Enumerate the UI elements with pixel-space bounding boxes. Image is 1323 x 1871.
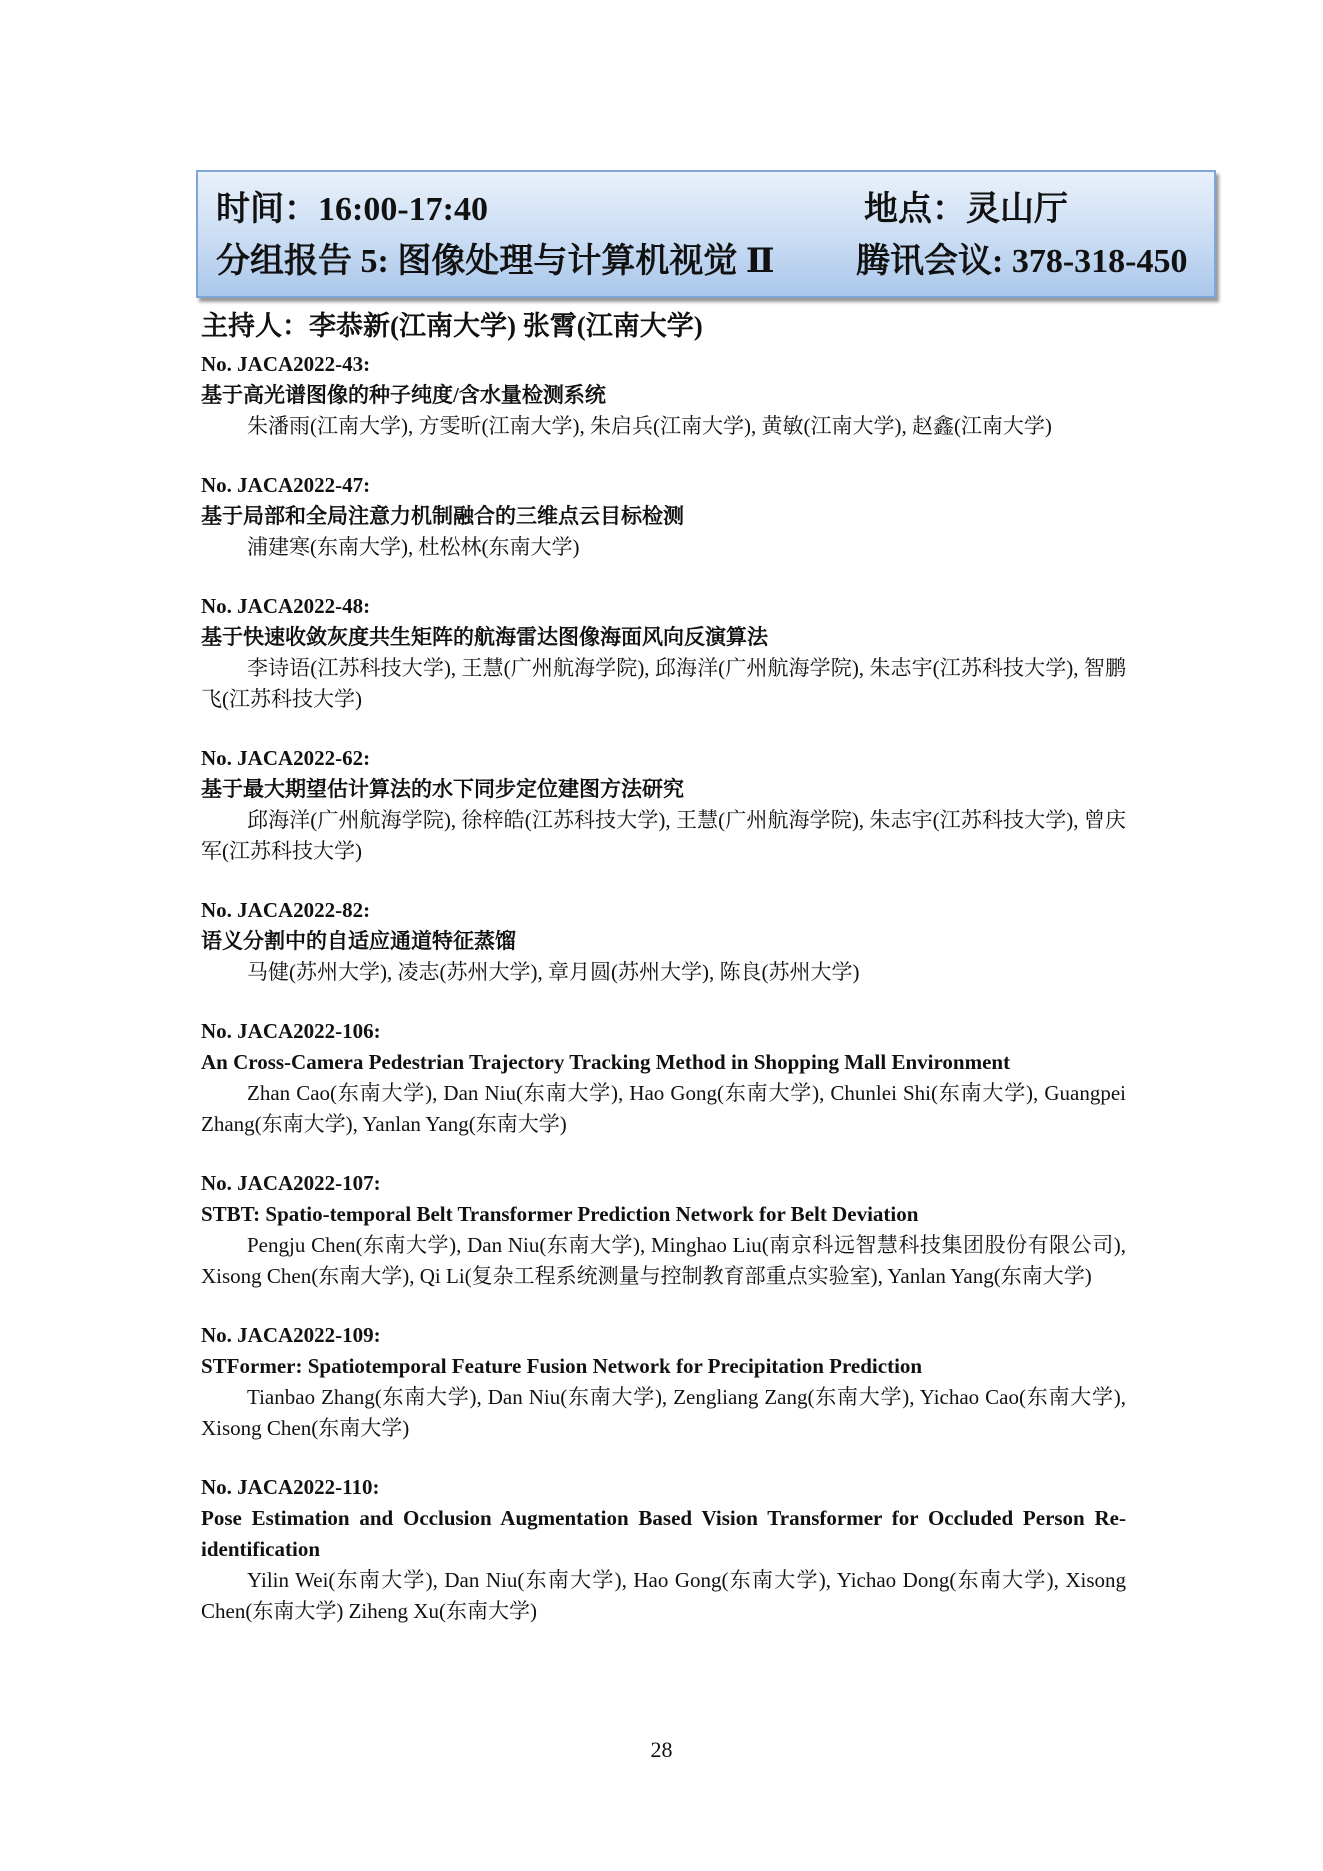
paper-authors: Tianbao Zhang(东南大学), Dan Niu(东南大学), Zengliang Zang(东南大学), Yichao Cao(东南大学), Xisong Chen(东南大学) [201, 1385, 1126, 1440]
paper-item [201, 349, 1126, 442]
paper-authors: Yilin Wei(东南大学), Dan Niu(东南大学), Hao Gong(东南大学), Yichao Dong(东南大学), Xisong Chen(东南大学) Ziheng Xu(东南大学) [201, 1568, 1126, 1623]
paper-number: No. JACA2022-106: [201, 1019, 381, 1043]
paper-title: Pose Estimation and Occlusion Augmentation Based Vision Transformer for Occluded Person Re-identification [201, 1506, 1126, 1561]
paper-item [201, 1168, 1126, 1292]
session-location: 地点：灵山厅 [864, 191, 1068, 228]
paper-title: STBT: Spatio-temporal Belt Transformer Prediction Network for Belt Deviation [201, 1202, 919, 1226]
session-header-box [196, 170, 1216, 298]
page-number: 28 [650, 1737, 673, 1762]
session-host: 主持人：李恭新(江南大学) 张霄(江南大学) [201, 311, 703, 341]
paper-item [201, 1320, 1126, 1444]
paper-item [201, 743, 1126, 867]
paper-number: No. JACA2022-43: [201, 352, 371, 376]
paper-number: No. JACA2022-109: [201, 1323, 381, 1347]
paper-list [201, 349, 1126, 1655]
session-title: 分组报告 5: 图像处理与计算机视觉 Ⅱ [216, 243, 775, 280]
paper-number: No. JACA2022-107: [201, 1171, 381, 1195]
paper-title: STFormer: Spatiotemporal Feature Fusion Network for Precipitation Prediction [201, 1354, 923, 1378]
header-line-session-meeting [216, 242, 1200, 282]
paper-authors: 李诗语(江苏科技大学), 王慧(广州航海学院), 邱海洋(广州航海学院), 朱志宇(江苏科技大学), 智鹏飞(江苏科技大学) [201, 656, 1126, 711]
paper-authors: 浦建寒(东南大学), 杜松林(东南大学) [247, 535, 580, 559]
paper-number: No. JACA2022-47: [201, 473, 371, 497]
paper-item [201, 1472, 1126, 1627]
paper-title: 基于最大期望估计算法的水下同步定位建图方法研究 [201, 777, 684, 801]
paper-number: No. JACA2022-62: [201, 746, 371, 770]
session-time: 时间：16:00-17:40 [216, 191, 488, 228]
paper-number: No. JACA2022-82: [201, 898, 371, 922]
paper-number: No. JACA2022-48: [201, 594, 371, 618]
paper-title: An Cross-Camera Pedestrian Trajectory Tracking Method in Shopping Mall Environment [201, 1050, 1011, 1074]
paper-item [201, 591, 1126, 715]
paper-title: 基于高光谱图像的种子纯度/含水量检测系统 [201, 383, 606, 407]
paper-title: 语义分割中的自适应通道特征蒸馏 [201, 929, 516, 953]
paper-authors: 邱海洋(广州航海学院), 徐梓皓(江苏科技大学), 王慧(广州航海学院), 朱志宇(江苏科技大学), 曾庆军(江苏科技大学) [201, 808, 1126, 863]
paper-title: 基于快速收敛灰度共生矩阵的航海雷达图像海面风向反演算法 [201, 625, 768, 649]
paper-authors: Pengju Chen(东南大学), Dan Niu(东南大学), Minghao Liu(南京科远智慧科技集团股份有限公司), Xisong Chen(东南大学), Qi Li(复杂工程系统测量与控制教育部重点实验室), Yanlan Yang(东南大学) [201, 1233, 1126, 1288]
paper-title: 基于局部和全局注意力机制融合的三维点云目标检测 [201, 504, 684, 528]
paper-authors: Zhan Cao(东南大学), Dan Niu(东南大学), Hao Gong(东南大学), Chunlei Shi(东南大学), Guangpei Zhang(东南大学), Yanlan Yang(东南大学) [201, 1081, 1126, 1136]
meeting-id: 腾讯会议: 378-318-450 [856, 243, 1188, 280]
paper-item [201, 1016, 1126, 1140]
paper-item [201, 895, 1126, 988]
paper-item [201, 470, 1126, 563]
paper-authors: 朱潘雨(江南大学), 方雯昕(江南大学), 朱启兵(江南大学), 黄敏(江南大学), 赵鑫(江南大学) [247, 414, 1052, 438]
paper-number: No. JACA2022-110: [201, 1475, 380, 1499]
header-line-time-location [216, 190, 1200, 230]
paper-authors: 马健(苏州大学), 凌志(苏州大学), 章月圆(苏州大学), 陈良(苏州大学) [247, 960, 860, 984]
